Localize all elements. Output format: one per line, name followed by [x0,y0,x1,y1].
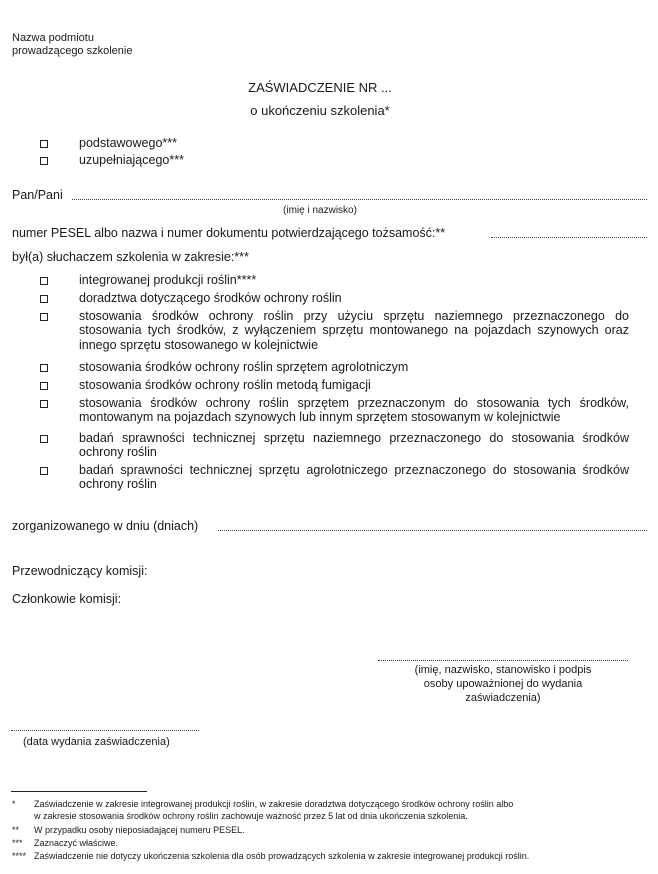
checkbox-supplementary[interactable] [40,157,48,165]
id-label: numer PESEL albo nazwa i numer dokumentu potwierdzającego tożsamość:** [12,226,446,240]
checkbox-scope-7[interactable] [40,435,48,443]
scope-item-2: doradztwa dotyczącego środków ochrony roślin [79,291,342,305]
organization-name-label-line2: prowadzącego szkolenie [12,45,133,57]
participant-label: był(a) słuchaczem szkolenia w zakresie:*** [12,250,249,264]
checkbox-scope-4[interactable] [40,364,48,372]
signature-caption-line3: zaświadczenia) [465,692,541,704]
issue-date-caption: (data wydania zaświadczenia) [23,736,170,748]
scope-item-4: stosowania środków ochrony roślin sprzętem agrolotniczym [79,360,409,374]
person-label: Pan/Pani [12,188,63,202]
scope-item-7: badań sprawności technicznej sprzętu naziemnego przeznaczonego do stosowania środków ochrony roślin [79,431,629,460]
scope-item-6: stosowania środków ochrony roślin sprzętem przeznaczonym do stosowania tych środków, montowanym na pojazdach szynowych lub innym sprzętem stosowanym w kolejnictwie [79,396,629,425]
issue-date-field[interactable] [11,729,199,731]
footnote-mark-4: **** [12,851,27,861]
checkbox-scope-2[interactable] [40,295,48,303]
commission-chair-label: Przewodniczący komisji: [12,564,148,578]
checkbox-scope-8[interactable] [40,467,48,475]
certificate-subtitle: o ukończeniu szkolenia* [250,103,390,118]
footnote-mark-1: * [12,799,16,809]
scope-item-1: integrowanej produkcji roślin**** [79,273,257,287]
footnote-text-2: W przypadku osoby nieposiadającej numeru PESEL. [34,825,245,835]
checkbox-scope-6[interactable] [40,400,48,408]
footnote-text-1b: w zakresie stosowania środków ochrony roślin zachowuje ważność przez 5 lat od dnia ukończenia szkolenia. [34,811,468,821]
footnote-mark-3: *** [12,838,23,848]
organization-name-label: Nazwa podmiotu [12,32,94,44]
signature-caption-line2: osoby upoważnionej do wydania [423,678,583,690]
organized-date-label: zorganizowanego w dniu (dniach) [12,519,199,533]
scope-item-8: badań sprawności technicznej sprzętu agrolotniczego przeznaczonego do stosowania środków ochrony roślin [79,463,629,492]
footnote-text-3: Zaznaczyć właściwe. [34,838,119,848]
organized-date-field[interactable] [218,529,647,531]
certificate-title: ZAŚWIADCZENIE NR ... [248,80,392,95]
signature-caption-line1: (imię, nazwisko, stanowisko i podpis [414,664,592,676]
signature-field[interactable] [378,659,628,661]
checkbox-scope-1[interactable] [40,277,48,285]
footnote-text-4: Zaświadczenie nie dotyczy ukończenia szkolenia dla osób prowadzących szkolenia w zakresie integrowanej produkcji roślin. [34,851,530,861]
person-name-caption: (imię i nazwisko) [283,205,357,216]
checkbox-scope-3[interactable] [40,313,48,321]
person-name-field[interactable] [72,198,647,200]
option-supplementary-label: uzupełniającego*** [79,153,184,167]
id-field[interactable] [491,236,647,238]
footnote-mark-2: ** [12,825,20,835]
footnote-separator [11,791,147,792]
footnote-text-1a: Zaświadczenie w zakresie integrowanej produkcji roślin, w zakresie doradztwa dotyczącego środków ochrony roślin albo [34,799,514,809]
checkbox-basic[interactable] [40,140,48,148]
scope-item-3: stosowania środków ochrony roślin przy użyciu sprzętu naziemnego przeznaczonego do stosowania tych środków, z wyłączeniem sprzętu montowanego na pojazdach szynowych oraz innego sprzętu stosowanego w kolejnictwie [79,309,629,352]
checkbox-scope-5[interactable] [40,382,48,390]
commission-members-label: Członkowie komisji: [12,592,122,606]
scope-item-5: stosowania środków ochrony roślin metodą fumigacji [79,378,371,392]
option-basic-label: podstawowego*** [79,136,177,150]
